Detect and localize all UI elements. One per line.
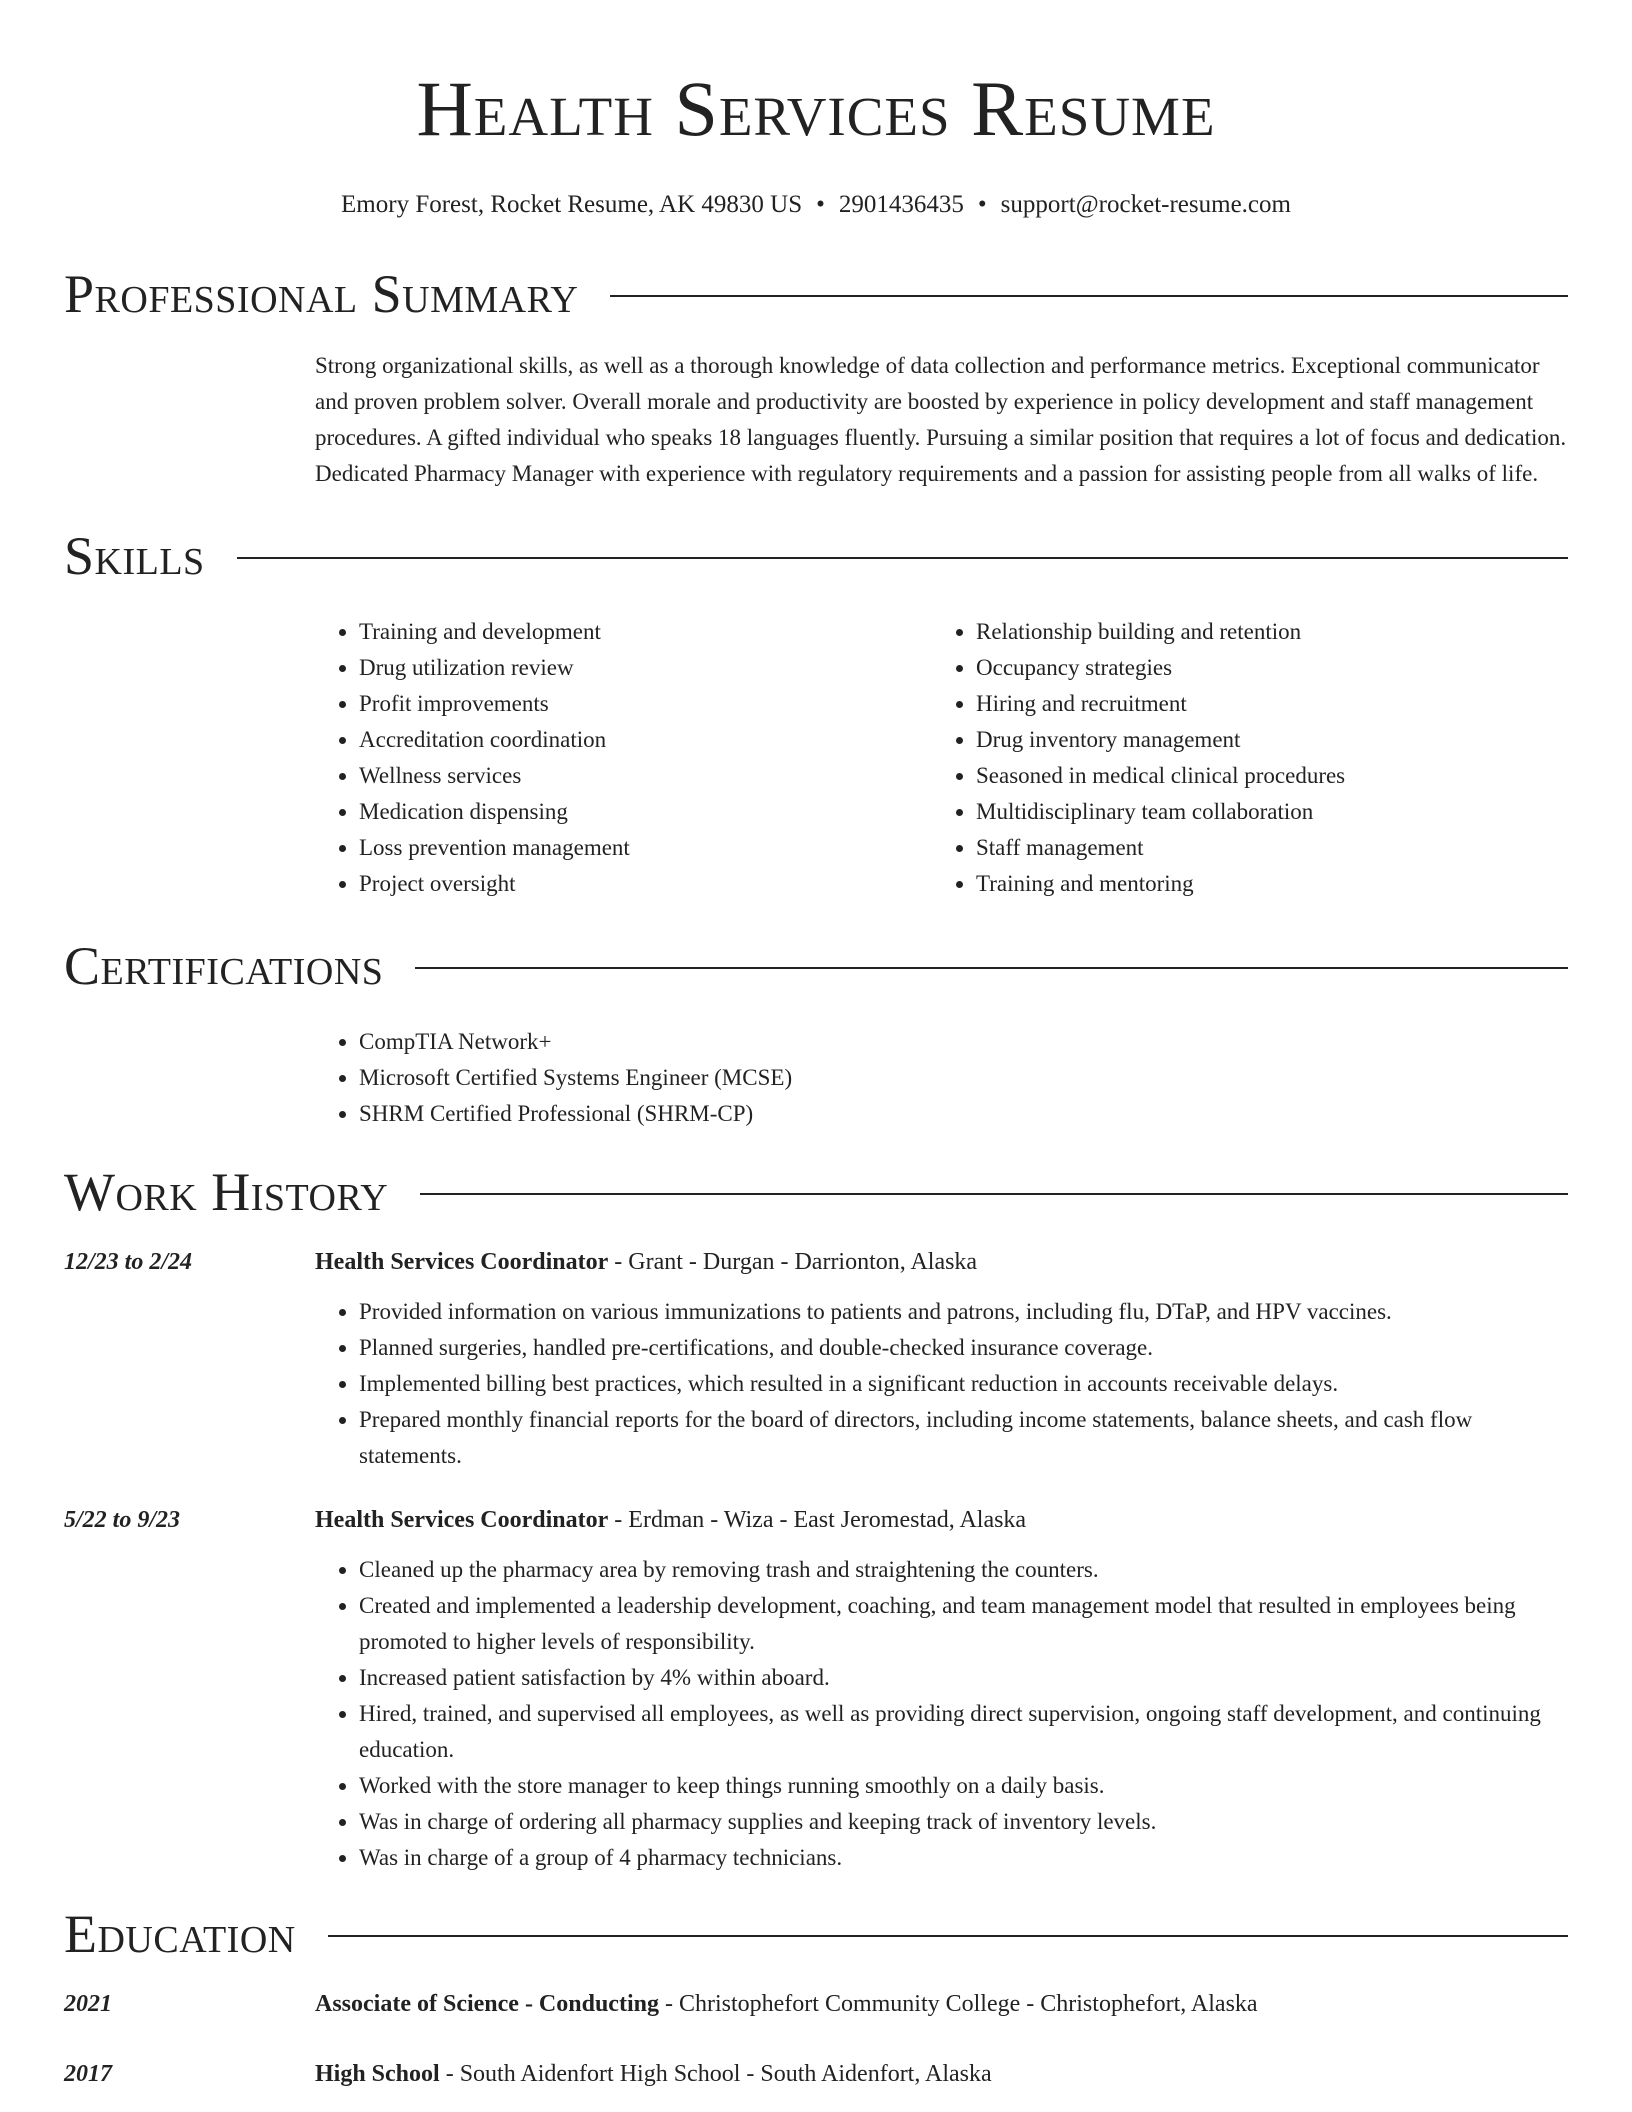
skill-item: • Relationship building and retention [976,614,1549,650]
certifications-section-header [64,936,1568,996]
summary-text: Strong organizational skills, as well as a thorough knowledge of data collection and performance metrics. Exceptional communicator and proven problem solver. Overall morale and productivity are boosted by experience in policy development and staff management procedures. A gifted individual who speaks 18 languages fluently. Pursuing a similar position that requires a lot of focus and dedication. Dedicated Pharmacy Manager with experience with regulatory requirements and a passion for assisting people from all walks of life. [315,353,1567,486]
education-school: - South Aidenfort High School - South Aidenfort, Alaska [439,2061,992,2087]
job-duty-item: • Cleaned up the pharmacy area by removing trash and straightening the counters. [359,1552,1568,1588]
section-divider [328,1935,1568,1937]
job-duty-item: • Implemented billing best practices, which resulted in a significant reduction in accounts receivable delays. [359,1366,1568,1402]
skills-column-left [315,614,932,902]
job-heading [315,1244,1568,1280]
job-entry [64,1502,1568,1876]
job-body [315,1502,1568,1876]
skill-item: • Training and development [359,614,932,650]
education-heading [315,2056,992,2092]
job-title: Health Services Coordinator [315,1507,609,1533]
summary-section-header [64,264,1568,324]
skill-item: • Drug inventory management [976,722,1549,758]
job-duty-item: • Prepared monthly financial reports for the board of directors, including income statements, balance sheets, and cash flow statements. [359,1402,1568,1474]
job-body [315,1244,1568,1474]
skills-section-header [64,526,1568,586]
skill-item: • Staff management [976,830,1549,866]
education-entry [64,1986,1568,2022]
job-employer: - Grant - Durgan - Darrionton, Alaska [608,1249,978,1275]
skills-columns [315,614,1568,902]
work-history-list [64,1244,1568,1876]
skill-item: • Profit improvements [359,686,932,722]
certifications-list [315,1024,1568,1132]
skill-item: • Hiring and recruitment [976,686,1549,722]
job-duty-item: • Was in charge of ordering all pharmacy supplies and keeping track of inventory levels. [359,1804,1568,1840]
job-duties-list [315,1294,1568,1474]
education-section-header [64,1904,1568,1964]
skills-list-left [315,614,932,902]
skill-item: • Loss prevention management [359,830,932,866]
summary-heading: Professional Summary [64,264,579,324]
skill-item: • Medication dispensing [359,794,932,830]
job-duty-item: • Was in charge of a group of 4 pharmacy technicians. [359,1840,1568,1876]
contact-separator: • [816,191,825,218]
work-section-header [64,1162,1568,1222]
skill-item: • Training and mentoring [976,866,1549,902]
job-duty-item: • Increased patient satisfaction by 4% within aboard. [359,1660,1568,1696]
job-dates: 5/22 to 9/23 [64,1507,181,1533]
education-entry [64,2056,1568,2092]
education-year: 2017 [64,2061,112,2087]
skill-item: • Seasoned in medical clinical procedures [976,758,1549,794]
education-list [64,1986,1568,2092]
skill-item: • Drug utilization review [359,650,932,686]
job-duty-item: • Hired, trained, and supervised all employees, as well as providing direct supervision, ongoing staff development, and continuing education. [359,1696,1568,1768]
skill-item: • Wellness services [359,758,932,794]
certifications-heading: Certifications [64,936,384,996]
resume-title: Health Services Resume [416,65,1216,152]
education-heading [315,1986,1258,2022]
skills-column-right [932,614,1549,902]
skill-item: • Accreditation coordination [359,722,932,758]
job-duty-item: • Provided information on various immunizations to patients and patrons, including flu, DTaP, and HPV vaccines. [359,1294,1568,1330]
skill-item: • Multidisciplinary team collaboration [976,794,1549,830]
job-duty-item: • Created and implemented a leadership development, coaching, and team management model that resulted in employees being promoted to higher levels of responsibility. [359,1588,1568,1660]
contact-email[interactable]: support@rocket-resume.com [1000,191,1291,218]
education-school: - Christophefort Community College - Christophefort, Alaska [658,1991,1258,2017]
section-divider [415,967,1568,969]
job-employer: - Erdman - Wiza - East Jeromestad, Alaska [608,1507,1027,1533]
skills-heading: Skills [64,526,205,586]
job-title: Health Services Coordinator [315,1249,609,1275]
job-duty-item: • Planned surgeries, handled pre-certifications, and double-checked insurance coverage. [359,1330,1568,1366]
contact-address: Emory Forest, Rocket Resume, AK 49830 US [341,191,803,218]
education-degree: High School [315,2061,440,2087]
skills-list-right [932,614,1549,902]
section-divider [610,295,1568,297]
job-heading [315,1502,1568,1538]
section-divider [237,557,1568,559]
work-heading: Work History [64,1162,389,1222]
certification-item: • Microsoft Certified Systems Engineer (MCSE) [359,1060,1568,1096]
education-heading: Education [64,1904,296,1964]
section-divider [420,1193,1568,1195]
skill-item: • Project oversight [359,866,932,902]
job-dates: 12/23 to 2/24 [64,1249,193,1275]
certification-item: • CompTIA Network+ [359,1024,1568,1060]
education-year: 2021 [64,1991,112,2017]
job-duties-list [315,1552,1568,1876]
skill-item: • Occupancy strategies [976,650,1549,686]
certification-item: • SHRM Certified Professional (SHRM-CP) [359,1096,1568,1132]
job-entry [64,1244,1568,1474]
contact-separator: • [977,191,987,218]
education-degree: Associate of Science - Conducting [315,1991,659,2017]
certifications-block [315,1024,1568,1132]
contact-phone: 2901436435 [838,191,964,218]
contact-line [64,190,1568,220]
resume-page [64,0,1568,2092]
job-duty-item: • Worked with the store manager to keep things running smoothly on a daily basis. [359,1768,1568,1804]
